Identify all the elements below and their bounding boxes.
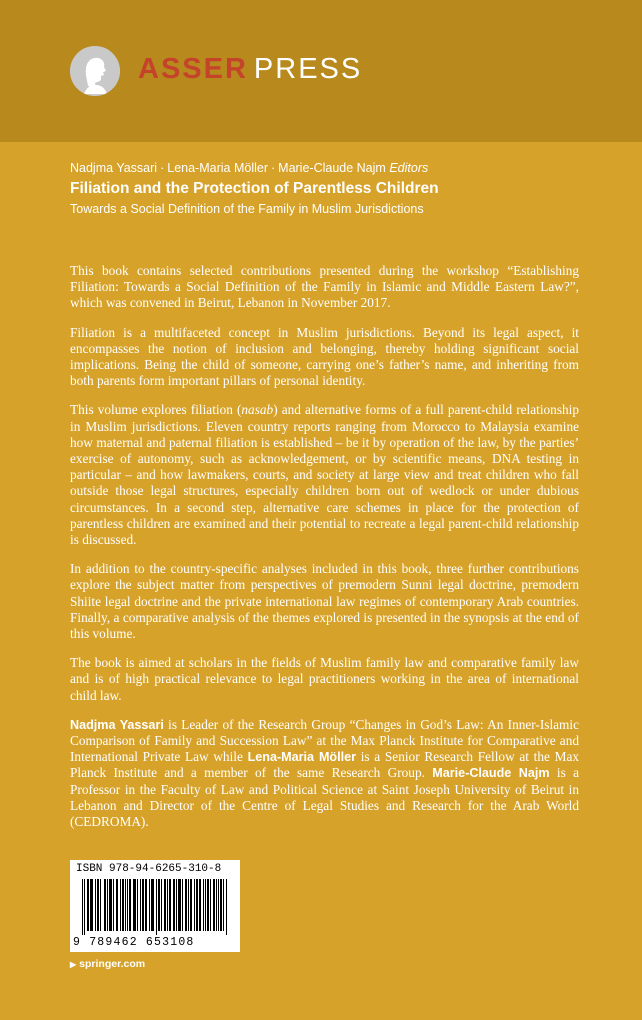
bio-name: Lena-Maria Möller xyxy=(247,750,357,765)
barcode-bar xyxy=(84,879,85,935)
blurb-term: nasab xyxy=(241,402,274,418)
barcode-bar xyxy=(169,879,170,931)
barcode-bar xyxy=(90,879,91,931)
blurb-text: ) and alternative forms of a full parent-child relationship in Muslim jurisdictions. Eleven country reports ranging from Morocco to Malaysia examine how maternal and paternal filiation is established – be it by operation of the law, by the parties’ exercise of autonomy, such as acknowledgement, or by scientific means, DNA testing in particular – and how lawmakers, courts, and society at large view and treat children who fall outside those legal structures, especially children born out of wedlock or under dubious circumstances. In a second step, alternative care schemes in place for the protection of parentless children are examined and their potential to recreate a legal parent-child relationship is discussed. xyxy=(70,402,579,548)
barcode-bar xyxy=(190,879,191,931)
barcode-bars xyxy=(82,879,228,935)
barcode-bar xyxy=(216,879,217,931)
editor-separator: · xyxy=(270,161,276,175)
barcode-bar xyxy=(109,879,110,931)
barcode-bar xyxy=(87,879,88,931)
barcode-bar xyxy=(182,879,183,931)
blurb-paragraph: Filiation is a multifaceted concept in Muslim jurisdictions. Beyond its legal aspect, it encompasses the notion of inclusion and belonging, thereby holding significant social implications. Being the child of someone, carrying one’s father’s name, and inheriting from both parents form important pillars of personal identity. xyxy=(70,324,579,389)
barcode-bar xyxy=(203,879,204,931)
barcode-bar xyxy=(82,879,83,935)
barcode-bar xyxy=(191,879,192,931)
barcode-bar xyxy=(179,879,180,931)
barcode-bar xyxy=(116,879,117,931)
barcode-bar xyxy=(226,879,227,935)
barcode-bar xyxy=(158,879,159,931)
arrow-right-icon: ▶ xyxy=(70,960,77,969)
barcode-bar xyxy=(88,879,89,931)
blurb-text: This volume explores filiation ( xyxy=(70,402,242,418)
barcode-bar xyxy=(167,879,168,931)
springer-website: springer.com xyxy=(79,958,146,970)
barcode-bar xyxy=(145,879,146,931)
book-subtitle: Towards a Social Definition of the Family in Muslim Jurisdictions xyxy=(70,202,424,216)
barcode-bar xyxy=(161,879,162,931)
barcode-bar xyxy=(176,879,177,931)
barcode-bar xyxy=(173,879,174,931)
barcode-bar xyxy=(205,879,206,931)
barcode-bar xyxy=(97,879,98,931)
barcode-bar xyxy=(208,879,209,931)
barcode-bar xyxy=(213,879,214,931)
barcode-bar xyxy=(178,879,179,931)
barcode-bar xyxy=(107,879,108,931)
brand-asser: ASSER xyxy=(138,53,248,85)
barcode-bar xyxy=(199,879,200,931)
barcode-bar xyxy=(196,879,197,931)
barcode-bar xyxy=(130,879,131,931)
back-cover-blurb xyxy=(70,263,579,843)
book-title: Filiation and the Protection of Parentless Children xyxy=(70,180,439,197)
barcode-bar xyxy=(194,879,195,931)
editor-name: Nadjma Yassari xyxy=(70,161,158,175)
barcode-bar xyxy=(149,879,150,931)
barcode-bar xyxy=(125,879,126,931)
blurb-paragraph xyxy=(70,402,579,548)
barcode-bar xyxy=(122,879,123,931)
barcode-bar xyxy=(220,879,221,931)
barcode-bar xyxy=(140,879,141,931)
bio-text: is a Senior Research Fellow at the Max Planck Institute and a member of the same Research Group. xyxy=(70,749,579,781)
isbn-barcode xyxy=(70,860,240,952)
bio-name: Marie-Claude Najm xyxy=(432,766,550,781)
barcode-bar xyxy=(135,879,136,931)
barcode-bar xyxy=(143,879,144,931)
barcode-bar xyxy=(214,879,215,931)
barcode-bar xyxy=(151,879,152,931)
barcode-digits: 9 789462 653108 xyxy=(73,936,195,949)
barcode-bar xyxy=(218,879,219,931)
bio-text: is Leader of the Research Group “Changes in God’s Law: An Inner-Islamic Comparison of Family and Succession Law” at the Max Planck Institute for Comparative and International Private Law while xyxy=(70,716,579,765)
barcode-bar xyxy=(197,879,198,931)
barcode-bar xyxy=(91,879,92,931)
barcode-bar xyxy=(111,879,112,931)
barcode-bar xyxy=(170,879,171,931)
barcode-bar xyxy=(159,879,160,931)
barcode-bar xyxy=(210,879,211,931)
bio-name: Nadjma Yassari xyxy=(70,717,164,732)
springer-link[interactable] xyxy=(70,958,145,970)
barcode-bar xyxy=(221,879,222,931)
barcode-bar xyxy=(180,879,181,931)
publisher-brand xyxy=(138,53,362,86)
barcode-bar xyxy=(123,879,124,931)
isbn-label: ISBN 978-94-6265-310-8 xyxy=(76,863,222,875)
barcode-bar xyxy=(185,879,186,931)
barcode-bar xyxy=(165,879,166,931)
book-header xyxy=(70,160,590,217)
editors-label: Editors xyxy=(389,161,429,175)
barcode-bar xyxy=(207,879,208,931)
barcode-bar xyxy=(117,879,118,931)
barcode-bar xyxy=(129,879,130,931)
blurb-paragraph: This book contains selected contributions presented during the workshop “Establishing Filiation: Towards a Social Definition of the Family in Islamic and Middle Eastern Law?”, which was convened in Beirut, Lebanon in November 2017. xyxy=(70,263,579,311)
barcode-bar xyxy=(153,879,154,931)
barcode-bar xyxy=(156,879,157,935)
barcode-bar xyxy=(100,879,101,931)
barcode-bar xyxy=(152,879,153,931)
blurb-paragraph: The book is aimed at scholars in the fields of Muslim family law and comparative family law and is of high practical relevance to legal practitioners working in the area of international child law. xyxy=(70,655,579,703)
barcode-bar xyxy=(200,879,201,931)
barcode-bar xyxy=(142,879,143,931)
bio-text: is a Professor in the Faculty of Law and Political Science at Saint Joseph University of Beirut in Lebanon and Director of the Centre of Legal Studies and Research for the Arab World (CEDROMA). xyxy=(70,765,580,830)
editor-bios xyxy=(70,717,579,830)
barcode-bar xyxy=(186,879,187,931)
barcode-bar xyxy=(98,879,99,931)
barcode-bar xyxy=(95,879,96,931)
editor-separator: · xyxy=(160,161,165,175)
barcode-bar xyxy=(120,879,121,931)
barcode-bar xyxy=(127,879,128,931)
barcode-bar xyxy=(113,879,114,931)
barcode-bar xyxy=(188,879,189,931)
publisher-logo-icon xyxy=(70,46,120,96)
barcode-bar xyxy=(174,879,175,931)
barcode-bar xyxy=(223,879,224,931)
barcode-bar xyxy=(134,879,135,931)
editor-name: Marie-Claude Najm xyxy=(278,161,386,175)
barcode-bar xyxy=(137,879,138,931)
editors-line xyxy=(70,160,590,176)
barcode-bar xyxy=(92,879,93,931)
barcode-bar xyxy=(110,879,111,931)
barcode-bar xyxy=(164,879,165,931)
barcode-bar xyxy=(146,879,147,931)
barcode-bar xyxy=(133,879,134,931)
barcode-bar xyxy=(105,879,106,931)
brand-press: PRESS xyxy=(253,53,363,85)
blurb-paragraph: In addition to the country-specific analyses included in this book, three further contributions explore the subject matter from perspectives of premodern Sunni legal doctrine, premodern Shiite legal doctrine and the private international law regimes of contemporary Arab countries. Finally, a comparative analysis of the themes explored is presented in the synopsis at the end of this volume. xyxy=(70,561,579,642)
barcode-bar xyxy=(104,879,105,931)
editor-name: Lena-Maria Möller xyxy=(167,161,268,175)
